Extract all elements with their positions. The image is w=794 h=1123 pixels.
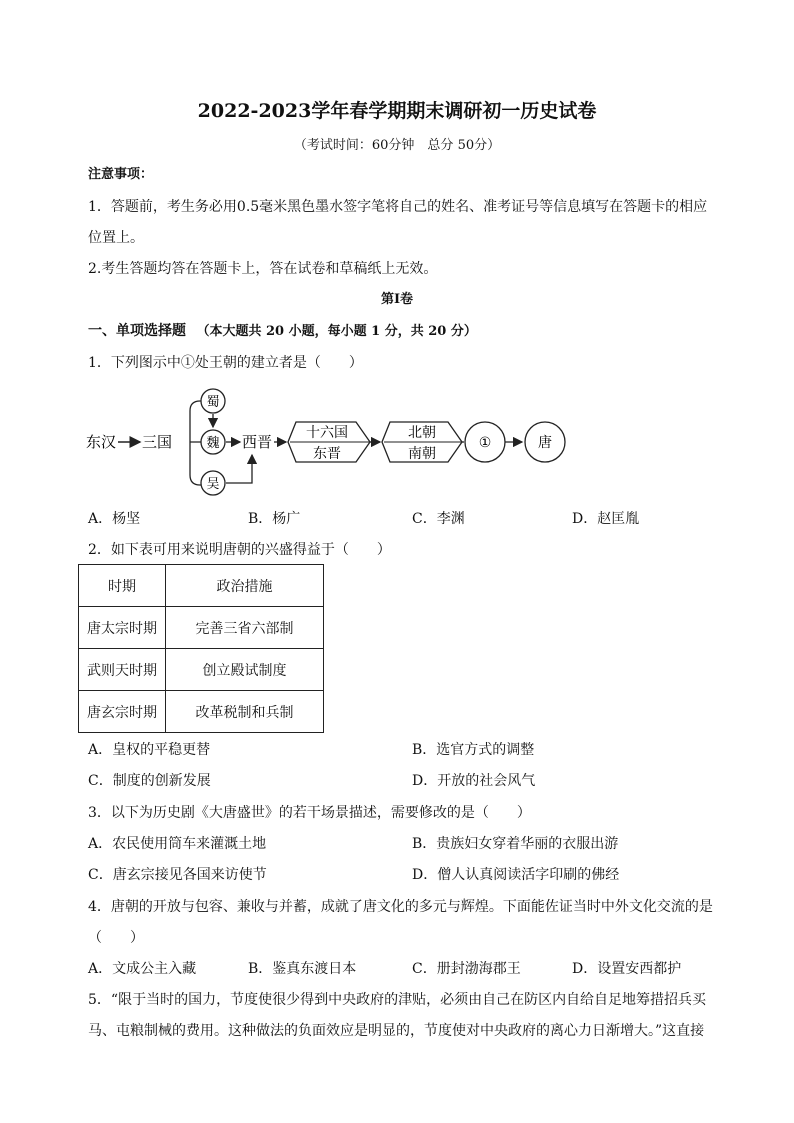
- table-row: [79, 691, 324, 733]
- diagram-label-tang: 唐: [538, 435, 552, 451]
- q4-option-c: C．册封渤海郡王: [412, 961, 521, 977]
- q2-option-d: D．开放的社会风气: [412, 773, 536, 789]
- table-header-cell: 时期: [79, 565, 166, 607]
- q3-option-a: A．农民使用筒车来灌溉土地: [88, 836, 267, 852]
- q3-option-b: B．贵族妇女穿着华丽的衣服出游: [412, 836, 619, 852]
- section1-heading-main: 一、单项选择题: [88, 323, 186, 339]
- diagram-label-shu: 蜀: [206, 395, 220, 410]
- notes-item2: 2.考生答题均答在答题卡上，答在试卷和草稿纸上无效。: [88, 261, 438, 277]
- dynasty-flow-diagram: [80, 383, 580, 498]
- notes-item1-line2: 位置上。: [88, 230, 144, 246]
- diagram-label-sixteen-kingdoms: 十六国: [306, 425, 348, 441]
- q1-stem: 1．下列图示中①处王朝的建立者是（ ）: [88, 355, 363, 371]
- q2-option-b: B．选官方式的调整: [412, 742, 535, 758]
- diagram-label-eastern-han: 东汉: [86, 433, 117, 451]
- q4-option-b: B．鉴真东渡日本: [248, 961, 357, 977]
- q2-stem: 2．如下表可用来说明唐朝的兴盛得益于（ ）: [88, 542, 391, 558]
- exam-title: 2022-2023学年春学期期末调研初一历史试卷: [197, 100, 597, 122]
- table-cell: 改革税制和兵制: [166, 691, 324, 733]
- table-cell: 唐太宗时期: [79, 607, 166, 649]
- diagram-label-three-kingdoms: 三国: [142, 433, 173, 451]
- notes-heading: 注意事项：: [88, 167, 154, 182]
- q3-option-d: D．僧人认真阅读活字印刷的佛经: [412, 867, 620, 883]
- table-header-row: [79, 565, 324, 607]
- q2-option-a: A．皇权的平稳更替: [88, 742, 211, 758]
- table-cell: 唐玄宗时期: [79, 691, 166, 733]
- q1-option-a: A．杨坚: [88, 511, 141, 527]
- q4-stem-line1: 4．唐朝的开放与包容、兼收与并蓄，成就了唐文化的多元与辉煌。下面能佐证当时中外文化交流的是: [88, 899, 713, 915]
- diagram-brace: [190, 401, 202, 485]
- diagram-label-circle-1: ①: [478, 435, 492, 451]
- q4-option-d: D．设置安西都护: [572, 961, 682, 977]
- diagram-label-western-jin: 西晋: [242, 433, 273, 451]
- q1-option-c: C．李渊: [412, 511, 465, 527]
- q5-stem-line2: 马、屯粮制械的费用。这种做法的负面效应是明显的，节度使对中央政府的离心力日渐增大。”这直接: [88, 1023, 705, 1039]
- section1-heading: [88, 322, 477, 341]
- table-cell: 创立殿试制度: [166, 649, 324, 691]
- arrow-wu-to-western-jin: [226, 455, 252, 483]
- table-row: [79, 607, 324, 649]
- notes-item1-line1: 1．答题前，考生务必用0.5毫米黑色墨水签字笔将自己的姓名、准考证号等信息填写在答题卡的相应: [88, 199, 708, 215]
- q1-option-b: B．杨广: [248, 511, 301, 527]
- diagram-label-southern-dynasties: 南朝: [408, 446, 436, 462]
- section1-heading-detail: （本大题共 20 小题，每小题 1 分，共 20 分）: [196, 324, 477, 339]
- q5-stem-line1: 5．“限于当时的国力，节度使很少得到中央政府的津贴，必须由自己在防区内自给自足地筹措招兵买: [88, 992, 707, 1008]
- table-header-cell: 政治措施: [166, 565, 324, 607]
- q3-stem: 3．以下为历史剧《大唐盛世》的若干场景描述，需要修改的是（ ）: [88, 805, 531, 821]
- diagram-label-northern-dynasties: 北朝: [408, 425, 436, 441]
- q2-table: [78, 564, 324, 733]
- q3-option-c: C．唐玄宗接见各国来访使节: [88, 867, 267, 883]
- table-row: [79, 649, 324, 691]
- diagram-label-wu: 吴: [206, 477, 220, 492]
- q2-option-c: C．制度的创新发展: [88, 773, 211, 789]
- exam-subtitle: （考试时间：60分钟 总分 50分）: [293, 138, 501, 153]
- table-cell: 武则天时期: [79, 649, 166, 691]
- table-cell: 完善三省六部制: [166, 607, 324, 649]
- q4-option-a: A．文成公主入藏: [88, 961, 197, 977]
- q4-stem-line2: （ ）: [88, 930, 144, 946]
- diagram-label-wei: 魏: [206, 436, 220, 451]
- volume-heading: 第Ⅰ卷: [380, 292, 414, 307]
- q1-option-d: D．赵匡胤: [572, 511, 640, 527]
- diagram-label-eastern-jin: 东晋: [313, 446, 341, 462]
